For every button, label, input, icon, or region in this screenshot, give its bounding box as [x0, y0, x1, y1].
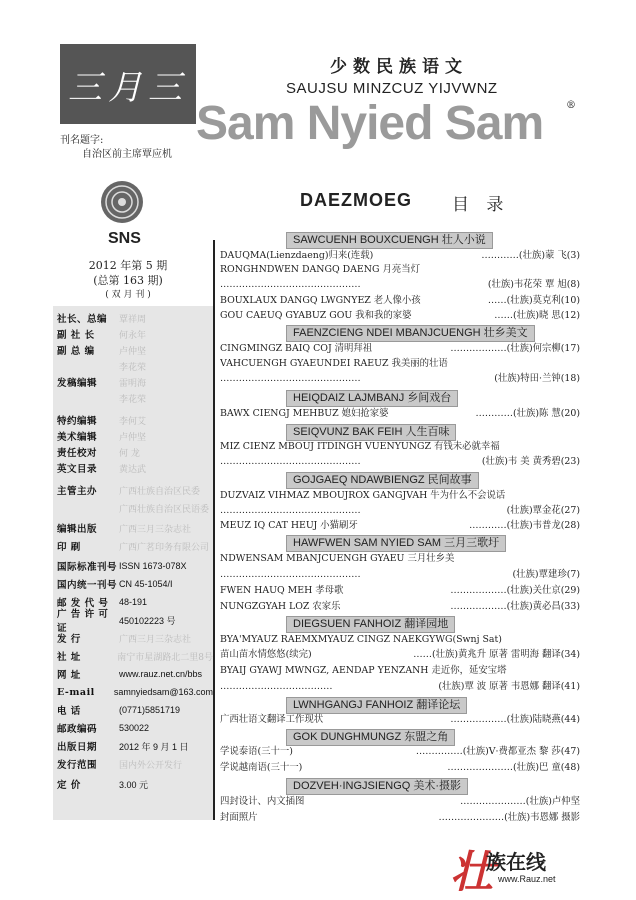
info-label: 国际标准刊号 — [57, 562, 118, 573]
section-heading: SEIQVUNZ BAK FEIH 人生百味 — [286, 424, 456, 441]
entry-title: VAHCUENGH GYAEUNDEI RAEUZ 我美丽的壮语 — [220, 358, 448, 369]
footer-logo-mark: 壮 — [450, 847, 494, 898]
entry-title: 苗山苗水情悠悠(续完) — [220, 649, 312, 660]
entry-title: NDWENSAM MBANJCUENGH GYAEU 三月壮乡美 — [220, 553, 455, 564]
info-value: CN 45-1054/I — [119, 579, 173, 589]
info-row — [53, 684, 213, 700]
entry-title: MIZ CIENZ MBOUJ ITDINGH VUENYUNGZ 有钱未必就幸福 — [220, 441, 500, 452]
entry-title: MEUZ IQ CAT HEUJ 小猫刷牙 — [220, 520, 358, 531]
info-row — [53, 412, 213, 428]
info-value: 何 龙 — [119, 448, 140, 459]
info-value: 3.00 元 — [119, 779, 149, 790]
contents-entry[interactable] — [220, 440, 580, 453]
info-row — [53, 520, 213, 536]
info-value: 李花荣 — [119, 362, 147, 373]
title-chinese: 少数民族语文 — [330, 57, 468, 77]
info-label: 副 总 编 — [57, 346, 95, 357]
entry-author-page: ……(壮族)黄兆升 原著 雷明海 翻译(34) — [413, 649, 580, 660]
section-heading: LWNHGANGJ FANHOIZ 翻译论坛 — [286, 697, 467, 714]
entry-author-page: ………………(壮族)陆晓燕(44) — [450, 714, 580, 725]
info-label: 社长、总编 — [57, 314, 108, 325]
issue-year: 2012 年第 5 期 — [88, 259, 168, 272]
info-row — [53, 358, 213, 374]
inscription-name: 自治区前主席覃应机 — [82, 149, 172, 160]
issue-info — [88, 258, 168, 303]
contents-entry[interactable] — [220, 263, 580, 276]
contents-entry[interactable] — [220, 664, 580, 677]
entry-title: 四封设计、内文插图 — [220, 796, 305, 807]
info-value: ISSN 1673-078X — [119, 561, 187, 571]
contents-entry[interactable] — [220, 294, 580, 307]
info-row — [53, 390, 213, 406]
section-heading: FAENZCIENG NDEI MBANJCUENGH 壮乡美文 — [286, 325, 535, 342]
entry-title: ……………………………………… — [220, 569, 361, 580]
entry-title: GOU CAEUQ GYABUZ GOU 我和我的家婆 — [220, 310, 412, 321]
info-row — [53, 776, 213, 792]
inscription — [60, 134, 172, 162]
info-row — [53, 460, 213, 476]
entry-title: ……………………………… — [220, 681, 333, 692]
info-label: 网 址 — [57, 670, 81, 681]
entry-author-page: …………………(壮族)卢仲坚 — [460, 796, 580, 807]
info-label: 邮政编码 — [57, 724, 98, 735]
info-value: 450102223 号 — [119, 615, 176, 626]
contents-entry[interactable] — [220, 584, 580, 597]
section-heading: SAWCUENH BOUXCUENGH 壮人小说 — [286, 232, 493, 249]
info-value: www.rauz.net.cn/bbs — [119, 669, 203, 679]
entry-author-page: (壮族)特田·兰钟(18) — [494, 373, 580, 384]
info-row — [53, 558, 213, 574]
info-label: 特约编辑 — [57, 416, 98, 427]
entry-title: FWEN HAUQ MEH 孝母歌 — [220, 585, 344, 596]
contents-heading-cn: 目 录 — [452, 195, 510, 215]
entry-author-page: (壮族)覃金花(27) — [506, 505, 580, 516]
contents-entry[interactable] — [220, 761, 580, 774]
contents-entry[interactable] — [220, 519, 580, 532]
contents-entry[interactable] — [220, 309, 580, 322]
info-value: 黄达武 — [119, 464, 147, 475]
info-row — [53, 720, 213, 736]
info-row — [53, 648, 213, 664]
entry-author-page: ……(壮族)晓 思(12) — [494, 310, 580, 321]
entry-title: DUZVAIZ VIHMAZ MBOUJROX GANGJVAH 牛为什么不会说话 — [220, 490, 506, 501]
contents-heading-roman: DAEZMOEG — [300, 190, 413, 210]
entry-title: BOUXLAUX DANGQ LWGNYEZ 老人像小孩 — [220, 295, 421, 306]
info-value: 卢仲坚 — [119, 432, 147, 443]
info-label: 英文目录 — [57, 464, 98, 475]
entry-author-page: (壮族)覃建珍(7) — [512, 569, 580, 580]
contents-entry[interactable] — [220, 795, 580, 808]
info-row — [53, 630, 213, 646]
contents-entry[interactable] — [220, 407, 580, 420]
info-value: 48-191 — [119, 597, 148, 607]
entry-title: ……………………………………… — [220, 456, 361, 467]
entry-author-page: …………………(壮族)巴 童(48) — [447, 762, 580, 773]
contents-entry[interactable] — [220, 357, 580, 370]
info-label: 主管主办 — [57, 486, 98, 497]
info-label: 广 告 许 可 证 — [57, 609, 109, 634]
info-row — [53, 538, 213, 554]
info-label: 发行范围 — [57, 760, 98, 771]
entry-title: 学说泰语(三十一) — [220, 746, 293, 757]
info-label: 定 价 — [57, 780, 81, 791]
info-row — [53, 444, 213, 460]
sns-mark: SNS — [108, 230, 141, 247]
issue-total: (总第 163 期) — [93, 274, 163, 287]
info-row — [53, 702, 213, 718]
contents-entry[interactable] — [220, 342, 580, 355]
entry-title: BAWX CIENGJ MEHBUZ 媳妇抢家婆 — [220, 408, 389, 419]
info-row — [53, 609, 213, 634]
registered-mark: ® — [566, 100, 576, 111]
contents-entry[interactable] — [220, 568, 580, 581]
entry-author-page: ………………(壮族)关仕京(29) — [450, 585, 580, 596]
masthead-title: Sam Nyied Sam — [196, 97, 544, 150]
entry-title: 学说越南语(三十一) — [220, 762, 303, 773]
inscription-label: 刊名题字: — [60, 135, 104, 146]
info-value: 雷明海 — [119, 378, 147, 389]
info-label: 邮 发 代 号 — [57, 598, 109, 609]
info-row — [53, 482, 213, 498]
entry-title: CINGMINGZ BAIQ COJ 清明拜祖 — [220, 343, 373, 354]
info-value: 覃祥周 — [119, 314, 147, 325]
info-label: 责任校对 — [57, 448, 98, 459]
contents-entry[interactable] — [220, 372, 580, 385]
info-row — [53, 428, 213, 444]
contents-entry[interactable] — [220, 745, 580, 758]
info-value: 广西壮族自治区民委 — [119, 486, 201, 497]
section-heading: DOZVEH·INGJSIENGQ 美术·摄影 — [286, 778, 468, 795]
info-row — [53, 342, 213, 358]
entry-author-page: …………………(壮族)韦恩娜 摄影 — [438, 812, 580, 823]
title-zhuang: SAUJSU MINZCUZ YIJVWNZ — [286, 80, 498, 97]
info-label: 国内统一刊号 — [57, 580, 118, 591]
info-label: 编辑出版 — [57, 524, 98, 535]
contents-entry[interactable] — [220, 278, 580, 291]
entry-author-page: …………(壮族)陈 慧(20) — [475, 408, 580, 419]
entry-author-page: ……(壮族)莫克利(10) — [487, 295, 580, 306]
info-value: 李何艾 — [119, 416, 147, 427]
entry-title: BYAIJ GYAWJ MWNGZ, AENDAP YENZANH 走近你，延安宝塔 — [220, 665, 507, 676]
section-heading: GOK DUNGHMUNGZ 东盟之角 — [286, 729, 455, 746]
contents-entry[interactable] — [220, 455, 580, 468]
entry-title: BYA'MYAUZ RAEMXMYAUZ CINGZ NAEKGYWG(Swnj Sat) — [220, 634, 502, 645]
info-row — [53, 310, 213, 326]
info-label: 社 址 — [57, 652, 81, 663]
section-heading: DIEGSUEN FANHOIZ 翻译园地 — [286, 616, 455, 633]
section-heading: GOJGAEQ NDAWBIENGZ 民间故事 — [286, 472, 479, 489]
entry-author-page: (壮族)覃 波 原著 韦恩娜 翻译(41) — [438, 681, 580, 692]
entry-title: DAUQMA(Lienzdaeng)归来(连载) — [220, 250, 374, 261]
info-label: 电 话 — [57, 706, 81, 717]
entry-title: ……………………………………… — [220, 373, 361, 384]
contents-entry[interactable] — [220, 633, 580, 646]
contents-entry[interactable] — [220, 504, 580, 517]
issue-frequency: ( 双 月 刊 ) — [105, 290, 151, 300]
info-value: 卢仲坚 — [119, 346, 147, 357]
entry-title: RONGHNDWEN DANGQ DAENG 月亮当灯 — [220, 264, 420, 275]
contents-entry[interactable] — [220, 680, 580, 693]
contents-entry[interactable] — [220, 600, 580, 613]
masthead-info-panel — [53, 306, 213, 820]
info-label: 副 社 长 — [57, 330, 95, 341]
contents-entry[interactable] — [220, 489, 580, 502]
entry-author-page: ………………(壮族)何宗柳(17) — [450, 343, 580, 354]
entry-author-page: ……………(壮族)V·费都亚杰 黎 莎(47) — [415, 746, 580, 757]
info-row — [53, 738, 213, 754]
info-value: samnyiedsam@163.com — [113, 687, 213, 697]
entry-author-page: (壮族)韦 美 黄秀碧(23) — [481, 456, 580, 467]
contents-entry[interactable] — [220, 648, 580, 661]
info-row — [53, 326, 213, 342]
entry-title: 封面照片 — [220, 812, 258, 823]
info-label: 出版日期 — [57, 742, 98, 753]
info-label: 美术编辑 — [57, 432, 98, 443]
magazine-logo: 三月三 — [60, 44, 196, 124]
info-row — [53, 374, 213, 390]
section-heading: HEIQDAIZ LAJMBANJ 乡间戏台 — [286, 390, 458, 407]
contents-entry[interactable] — [220, 713, 580, 726]
footer-logo-url[interactable]: www.Rauz.net — [498, 874, 556, 884]
info-value: 2012 年 9 月 1 日 — [119, 741, 189, 752]
entry-author-page: …………(壮族)韦普龙(28) — [469, 520, 580, 531]
footer-logo-text: 族在线 — [486, 850, 546, 874]
info-value: 广西三月三杂志社 — [119, 634, 192, 645]
contents-entry[interactable] — [220, 552, 580, 565]
info-label: 发稿编辑 — [57, 378, 98, 389]
column-divider — [213, 240, 215, 820]
contents-entry[interactable] — [220, 249, 580, 262]
bronze-drum-emblem-icon — [100, 180, 144, 224]
entry-author-page: …………(壮族)蒙 飞(3) — [481, 250, 580, 261]
info-value: 广西广茗印务有限公司 — [119, 542, 210, 553]
info-row — [53, 666, 213, 682]
entry-title: 广西壮语文翻译工作现状 — [220, 714, 324, 725]
entry-title: ……………………………………… — [220, 279, 361, 290]
info-row — [53, 756, 213, 772]
info-value: 南宁市星湖路北二里8号 — [117, 652, 213, 663]
info-value: 530022 — [119, 723, 150, 733]
entry-author-page: (壮族)韦花荣 覃 旭(8) — [487, 279, 580, 290]
info-value: 广西三月三杂志社 — [119, 524, 192, 535]
contents-entry[interactable] — [220, 811, 580, 824]
info-row — [53, 500, 213, 516]
info-value: (0771)5851719 — [119, 705, 181, 715]
entry-title: ……………………………………… — [220, 505, 361, 516]
info-value: 国内外公开发行 — [119, 760, 183, 771]
info-label: 印 刷 — [57, 542, 81, 553]
info-label: 发 行 — [57, 634, 81, 645]
section-heading: HAWFWEN SAM NYIED SAM 三月三歌圩 — [286, 535, 506, 552]
info-value: 广西壮族自治区民语委 — [119, 504, 210, 515]
info-label: E-mail — [57, 686, 95, 698]
entry-author-page: ………………(壮族)黄必昌(33) — [450, 601, 580, 612]
entry-title: NUNGZGYAH LOZ 农家乐 — [220, 601, 341, 612]
info-value: 何永年 — [119, 330, 147, 341]
info-value: 李花荣 — [119, 394, 147, 405]
info-row — [53, 576, 213, 592]
